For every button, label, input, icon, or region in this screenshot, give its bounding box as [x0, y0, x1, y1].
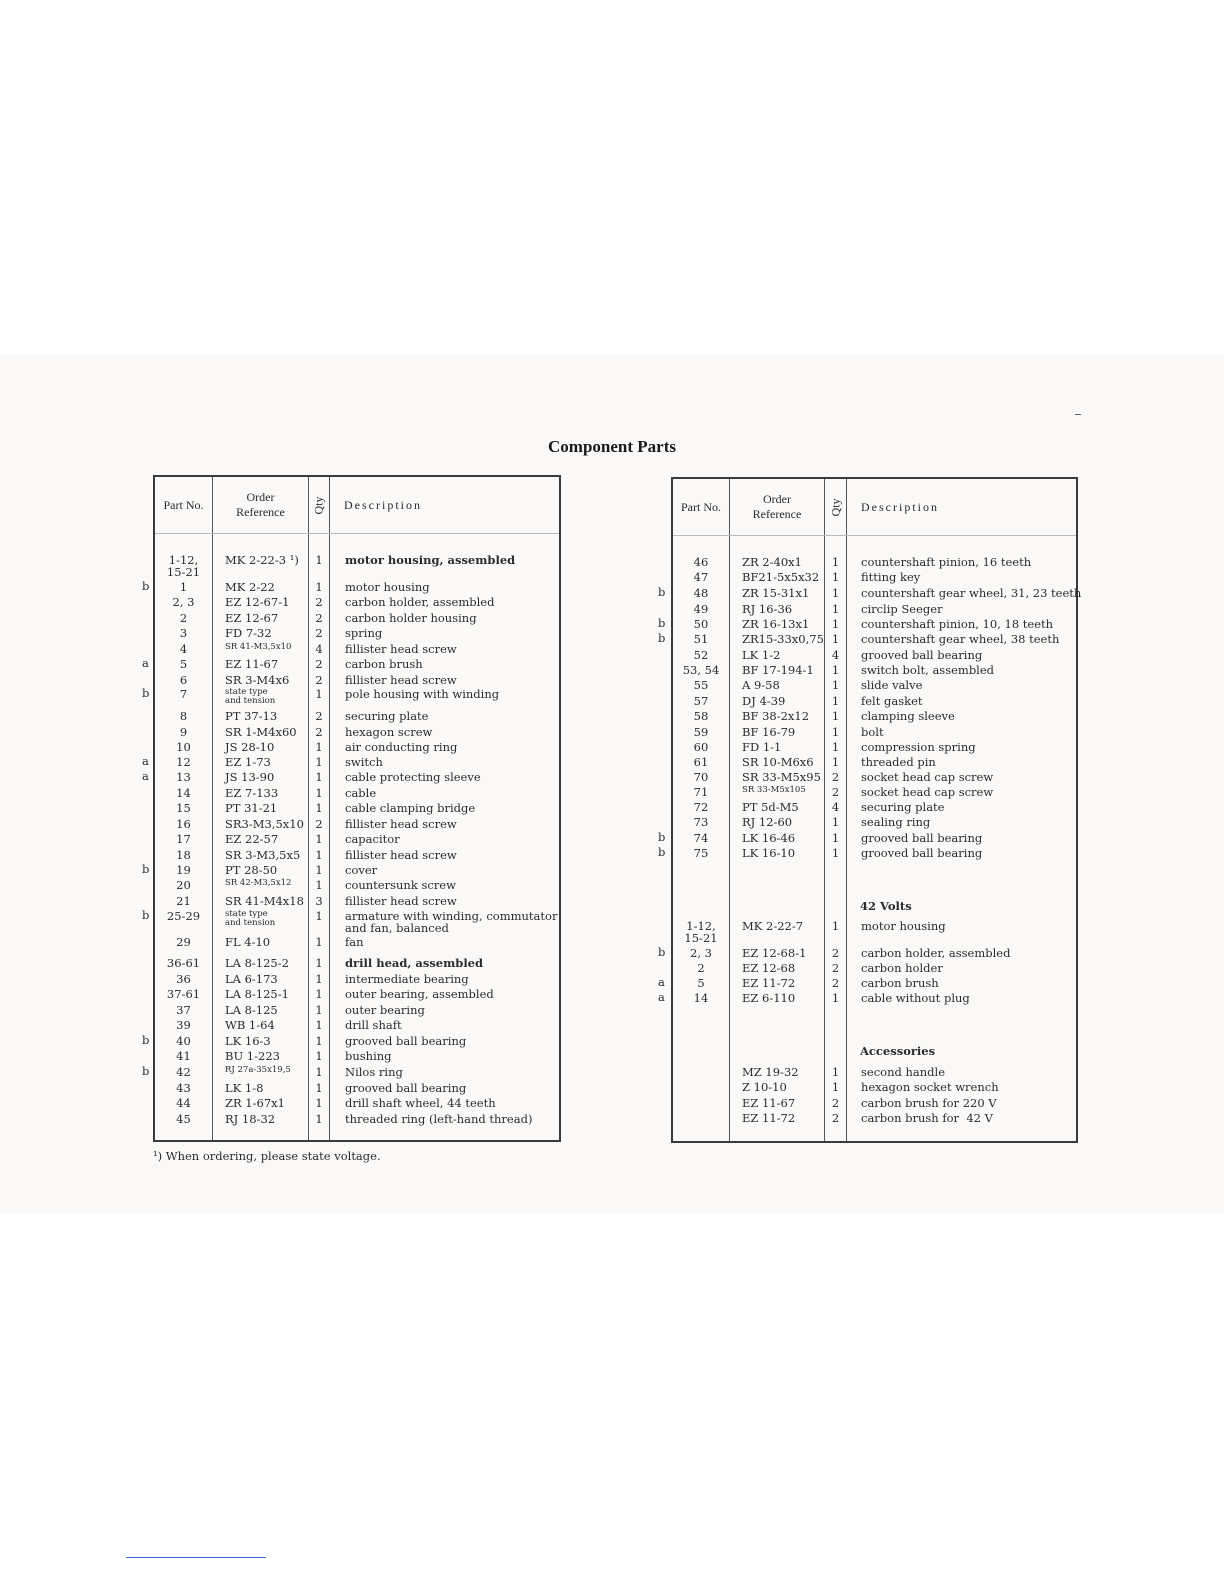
- part-number-cell: 58: [693, 709, 709, 723]
- qty-cell: 1: [315, 1096, 323, 1110]
- qty-cell: 1: [831, 815, 840, 829]
- order-reference-cell: MZ 19-32: [742, 1065, 799, 1079]
- order-reference-cell: PT 31-21: [225, 801, 278, 815]
- qty-cell: 1: [315, 1049, 323, 1063]
- order-reference-cell: RJ 27a-35x19,5: [225, 1065, 291, 1075]
- description-cell: clamping sleeve: [861, 709, 955, 723]
- order-reference-cell: LA 6-173: [225, 972, 278, 986]
- description-cell: drill shaft: [345, 1018, 402, 1032]
- qty-cell: 2: [831, 785, 840, 799]
- description-cell: securing plate: [345, 709, 429, 723]
- qty-cell: 2: [831, 1111, 840, 1125]
- revision-mark: a: [658, 975, 665, 989]
- qty-cell: 1: [315, 972, 323, 986]
- qty-cell: 1: [831, 709, 840, 723]
- qty-cell: 1: [831, 755, 840, 769]
- revision-mark: a: [658, 990, 665, 1004]
- description-cell: fillister head screw: [345, 673, 457, 687]
- description-cell: second handle: [861, 1065, 946, 1079]
- description-cell: threaded pin: [861, 755, 936, 769]
- qty-cell: 2: [315, 709, 323, 723]
- margin-mark: [1075, 414, 1081, 415]
- qty-cell: 2: [831, 976, 840, 990]
- part-number-cell: 49: [693, 602, 709, 616]
- qty-cell: 2: [315, 673, 323, 687]
- order-reference-cell: SR 1-M4x60: [225, 725, 297, 739]
- qty-cell: 1: [831, 1065, 840, 1079]
- description-cell: outer bearing: [345, 1003, 425, 1017]
- description-cell: spring: [345, 626, 383, 640]
- part-number-cell: 72: [693, 800, 709, 814]
- description-cell: fillister head screw: [345, 817, 457, 831]
- description-cell: drill shaft wheel, 44 teeth: [345, 1096, 496, 1110]
- description-cell: countershaft pinion, 16 teeth: [861, 555, 1032, 569]
- description-cell: countershaft pinion, 10, 18 teeth: [861, 617, 1054, 631]
- qty-cell: 2: [831, 946, 840, 960]
- order-reference-cell: BF 17-194-1: [742, 663, 814, 677]
- qty-cell: 1: [831, 602, 840, 616]
- part-number-cell: 61: [693, 755, 709, 769]
- footnote: ¹) When ordering, please state voltage.: [153, 1149, 381, 1163]
- part-number-cell: 50: [693, 617, 709, 631]
- part-number-cell: 41: [176, 1049, 191, 1063]
- description-cell: countersunk screw: [345, 878, 456, 892]
- revision-mark: b: [658, 945, 666, 959]
- order-reference-cell: PT 5d-M5: [742, 800, 799, 814]
- revision-mark: a: [142, 754, 149, 768]
- description-cell: compression spring: [861, 740, 976, 754]
- qty-cell: 1: [831, 846, 840, 860]
- qty-cell: 1: [315, 755, 323, 769]
- part-number-cell: 8: [179, 709, 188, 723]
- qty-cell: 1: [315, 1112, 323, 1126]
- order-reference-cell: FD 7-32: [225, 626, 272, 640]
- order-reference-cell: PT 28-50: [225, 863, 278, 877]
- header-qty: Qty: [311, 496, 326, 514]
- part-number-cell: 36: [176, 972, 191, 986]
- order-reference-cell: SR 41-M3,5x10: [225, 642, 292, 652]
- qty-cell: 2: [831, 770, 840, 784]
- order-reference-cell: state type and tension: [225, 909, 276, 928]
- description-cell: threaded ring (left-hand thread): [345, 1112, 533, 1126]
- description-cell: carbon holder, assembled: [861, 946, 1011, 960]
- order-reference-cell: LK 1-2: [742, 648, 781, 662]
- qty-cell: 1: [315, 740, 323, 754]
- part-number-cell: 2: [697, 961, 705, 975]
- header-part-no: Part No.: [681, 499, 721, 514]
- part-number-cell: 42: [176, 1065, 191, 1079]
- header-description: Description: [861, 499, 939, 514]
- order-reference-cell: WB 1-64: [225, 1018, 275, 1032]
- qty-cell: 2: [315, 725, 323, 739]
- qty-cell: 2: [315, 626, 323, 640]
- table-header: [673, 479, 1076, 536]
- description-cell: countershaft gear wheel, 31, 23 teeth: [861, 586, 1082, 600]
- part-number-cell: 5: [179, 657, 188, 671]
- order-reference-cell: DJ 4-39: [742, 694, 786, 708]
- qty-cell: 1: [831, 1080, 840, 1094]
- description-cell: intermediate bearing: [345, 972, 469, 986]
- description-cell: fillister head screw: [345, 642, 457, 656]
- blue-rule: [126, 1557, 266, 1558]
- order-reference-cell: LK 16-3: [225, 1034, 271, 1048]
- part-number-cell: 52: [693, 648, 709, 662]
- part-number-cell: 1: [179, 580, 188, 594]
- description-cell: drill head, assembled: [345, 956, 484, 970]
- part-number-cell: 12: [176, 755, 191, 769]
- qty-cell: 4: [831, 800, 840, 814]
- part-number-cell: 44: [176, 1096, 191, 1110]
- qty-cell: 1: [831, 991, 840, 1005]
- order-reference-cell: SR 3-M3,5x5: [225, 848, 301, 862]
- part-number-cell: 73: [693, 815, 709, 829]
- description-cell: cable: [345, 786, 377, 800]
- qty-cell: 1: [315, 935, 323, 949]
- order-reference-cell: SR 42-M3,5x12: [225, 878, 292, 888]
- order-reference-cell: SR 33-M5x105: [742, 785, 806, 795]
- qty-cell: 1: [831, 663, 840, 677]
- order-reference-cell: RJ 16-36: [742, 602, 793, 616]
- description-cell: carbon brush for 220 V: [861, 1096, 997, 1110]
- part-number-cell: 7: [179, 687, 188, 701]
- order-reference-cell: SR 10-M6x6: [742, 755, 814, 769]
- order-reference-cell: ZR 16-13x1: [742, 617, 810, 631]
- part-number-cell: 2: [179, 611, 188, 625]
- description-cell: motor housing, assembled: [345, 553, 516, 567]
- description-cell: grooved ball bearing: [861, 831, 983, 845]
- part-number-cell: 6: [179, 673, 188, 687]
- revision-mark: b: [142, 686, 150, 700]
- part-number-cell: 55: [693, 678, 709, 692]
- description-cell: grooved ball bearing: [861, 846, 983, 860]
- qty-cell: 1: [831, 740, 840, 754]
- part-number-cell: 4: [179, 642, 188, 656]
- description-cell: capacitor: [345, 832, 400, 846]
- header-order-reference: Order Reference: [236, 490, 285, 519]
- page-title: Component Parts: [548, 437, 676, 456]
- description-cell: pole housing with winding: [345, 687, 500, 701]
- order-reference-cell: state type and tension: [225, 687, 276, 706]
- description-cell: grooved ball bearing: [345, 1034, 467, 1048]
- header-description: Description: [344, 497, 422, 512]
- part-number-cell: 47: [693, 570, 709, 584]
- description-cell: sealing ring: [861, 815, 931, 829]
- qty-cell: 1: [315, 553, 323, 567]
- revision-mark: b: [658, 631, 666, 645]
- order-reference-cell: EZ 1-73: [225, 755, 271, 769]
- part-number-cell: 48: [693, 586, 709, 600]
- part-number-cell: 14: [176, 786, 191, 800]
- description-cell: fillister head screw: [345, 894, 457, 908]
- column-divider: [729, 479, 730, 1141]
- header-qty: Qty: [828, 498, 842, 516]
- order-reference-cell: EZ 12-67: [225, 611, 279, 625]
- part-number-cell: 36-61: [166, 956, 201, 970]
- section-heading-42-volts: 42 Volts: [860, 899, 912, 913]
- description-cell: motor housing: [861, 919, 946, 933]
- description-cell: cable clamping bridge: [345, 801, 476, 815]
- revision-mark: b: [142, 908, 150, 922]
- qty-cell: 2: [315, 611, 323, 625]
- part-number-cell: 2, 3: [172, 595, 195, 609]
- part-number-cell: 1-12, 15-21: [166, 553, 201, 579]
- order-reference-cell: SR3-M3,5x10: [225, 817, 304, 831]
- qty-cell: 4: [831, 648, 840, 662]
- order-reference-cell: EZ 11-67: [225, 657, 279, 671]
- part-number-cell: 37-61: [166, 987, 201, 1001]
- description-cell: switch bolt, assembled: [861, 663, 995, 677]
- part-number-cell: 39: [176, 1018, 191, 1032]
- part-number-cell: 5: [697, 976, 705, 990]
- revision-mark: b: [658, 616, 666, 630]
- part-number-cell: 13: [176, 770, 191, 784]
- part-number-cell: 2, 3: [690, 946, 712, 960]
- header-order-reference: Order Reference: [752, 492, 802, 521]
- order-reference-cell: EZ 11-67: [742, 1096, 796, 1110]
- part-number-cell: 45: [176, 1112, 191, 1126]
- left-parts-table: [153, 475, 561, 1142]
- part-number-cell: 60: [693, 740, 709, 754]
- qty-cell: 1: [315, 832, 323, 846]
- qty-cell: 1: [831, 725, 840, 739]
- part-number-cell: 40: [176, 1034, 191, 1048]
- part-number-cell: 25-29: [166, 909, 201, 923]
- part-number-cell: 14: [693, 991, 709, 1005]
- table-header: [155, 477, 559, 534]
- part-number-cell: 21: [176, 894, 191, 908]
- qty-cell: 1: [315, 687, 323, 701]
- order-reference-cell: PT 37-13: [225, 709, 278, 723]
- description-cell: carbon holder housing: [345, 611, 477, 625]
- part-number-cell: 59: [693, 725, 709, 739]
- part-number-cell: 71: [693, 785, 709, 799]
- description-cell: fan: [345, 935, 364, 949]
- order-reference-cell: BF 38-2x12: [742, 709, 810, 723]
- description-cell: socket head cap screw: [861, 770, 994, 784]
- qty-cell: 1: [315, 786, 323, 800]
- qty-cell: 1: [315, 1081, 323, 1095]
- order-reference-cell: LA 8-125: [225, 1003, 278, 1017]
- qty-cell: 1: [831, 919, 840, 933]
- qty-cell: 1: [315, 987, 323, 1001]
- qty-cell: 1: [315, 1065, 323, 1079]
- description-cell: socket head cap screw: [861, 785, 994, 799]
- order-reference-cell: BF21-5x5x32: [742, 570, 820, 584]
- description-cell: fitting key: [861, 570, 921, 584]
- order-reference-cell: LA 8-125-2: [225, 956, 289, 970]
- qty-cell: 2: [831, 961, 840, 975]
- description-cell: slide valve: [861, 678, 923, 692]
- order-reference-cell: RJ 18-32: [225, 1112, 276, 1126]
- order-reference-cell: SR 3-M4x6: [225, 673, 290, 687]
- qty-cell: 1: [315, 801, 323, 815]
- description-cell: hexagon screw: [345, 725, 433, 739]
- part-number-cell: 10: [176, 740, 191, 754]
- description-cell: cable without plug: [861, 991, 970, 1005]
- description-cell: switch: [345, 755, 383, 769]
- order-reference-cell: JS 13-90: [225, 770, 275, 784]
- order-reference-cell: FL 4-10: [225, 935, 271, 949]
- part-number-cell: 53, 54: [682, 663, 720, 677]
- qty-cell: 1: [831, 831, 840, 845]
- description-cell: securing plate: [861, 800, 945, 814]
- order-reference-cell: RJ 12-60: [742, 815, 793, 829]
- description-cell: Nilos ring: [345, 1065, 403, 1079]
- qty-cell: 1: [315, 848, 323, 862]
- part-number-cell: 19: [176, 863, 191, 877]
- order-reference-cell: BU 1-223: [225, 1049, 280, 1063]
- part-number-cell: 43: [176, 1081, 191, 1095]
- order-reference-cell: EZ 7-133: [225, 786, 279, 800]
- order-reference-cell: A 9-58: [742, 678, 780, 692]
- qty-cell: 1: [831, 617, 840, 631]
- qty-cell: 1: [831, 694, 840, 708]
- order-reference-cell: EZ 12-67-1: [225, 595, 290, 609]
- order-reference-cell: ZR15-33x0,75: [742, 632, 824, 646]
- qty-cell: 1: [315, 878, 323, 892]
- section-heading-accessories: Accessories: [860, 1044, 936, 1058]
- revision-mark: b: [658, 845, 666, 859]
- description-cell: countershaft gear wheel, 38 teeth: [861, 632, 1060, 646]
- order-reference-cell: FD 1-1: [742, 740, 782, 754]
- revision-mark: b: [142, 1033, 150, 1047]
- description-cell: grooved ball bearing: [345, 1081, 467, 1095]
- description-cell: fillister head screw: [345, 848, 457, 862]
- qty-cell: 1: [831, 555, 840, 569]
- qty-cell: 1: [315, 770, 323, 784]
- order-reference-cell: JS 28-10: [225, 740, 275, 754]
- order-reference-cell: SR 41-M4x18: [225, 894, 304, 908]
- qty-cell: 1: [831, 570, 840, 584]
- qty-cell: 2: [315, 817, 323, 831]
- order-reference-cell: SR 33-M5x95: [742, 770, 821, 784]
- qty-cell: 2: [315, 657, 323, 671]
- description-cell: armature with winding, commutator and fan, balanced: [345, 909, 558, 935]
- order-reference-cell: EZ 12-68: [742, 961, 796, 975]
- revision-mark: b: [658, 585, 666, 599]
- qty-cell: 1: [831, 586, 840, 600]
- qty-cell: 2: [831, 1096, 840, 1110]
- part-number-cell: 3: [179, 626, 188, 640]
- part-number-cell: 37: [176, 1003, 191, 1017]
- description-cell: grooved ball bearing: [861, 648, 983, 662]
- order-reference-cell: MK 2-22-3 ¹): [225, 553, 299, 567]
- part-number-cell: 46: [693, 555, 709, 569]
- part-number-cell: 15: [176, 801, 191, 815]
- description-cell: hexagon socket wrench: [861, 1080, 999, 1094]
- part-number-cell: 20: [176, 878, 191, 892]
- order-reference-cell: EZ 12-68-1: [742, 946, 807, 960]
- qty-cell: 1: [315, 909, 323, 923]
- part-number-cell: 29: [176, 935, 191, 949]
- qty-cell: 4: [315, 642, 323, 656]
- description-cell: carbon brush for 42 V: [861, 1111, 993, 1125]
- order-reference-cell: MK 2-22: [225, 580, 275, 594]
- part-number-cell: 1-12, 15-21: [684, 919, 718, 945]
- qty-cell: 1: [315, 1003, 323, 1017]
- description-cell: carbon holder: [861, 961, 943, 975]
- revision-mark: a: [142, 656, 149, 670]
- qty-cell: 1: [315, 1034, 323, 1048]
- qty-cell: 1: [315, 1018, 323, 1032]
- column-divider: [846, 479, 847, 1141]
- description-cell: cable protecting sleeve: [345, 770, 481, 784]
- order-reference-cell: MK 2-22-7: [742, 919, 804, 933]
- order-reference-cell: BF 16-79: [742, 725, 796, 739]
- description-cell: felt gasket: [861, 694, 923, 708]
- description-cell: bolt: [861, 725, 884, 739]
- description-cell: outer bearing, assembled: [345, 987, 494, 1001]
- qty-cell: 1: [831, 678, 840, 692]
- column-divider: [329, 477, 330, 1140]
- part-number-cell: 16: [176, 817, 191, 831]
- order-reference-cell: LK 1-8: [225, 1081, 264, 1095]
- header-part-no: Part No.: [163, 497, 204, 512]
- description-cell: carbon brush: [861, 976, 939, 990]
- order-reference-cell: ZR 2-40x1: [742, 555, 802, 569]
- order-reference-cell: LK 16-46: [742, 831, 796, 845]
- qty-cell: 3: [315, 894, 323, 908]
- order-reference-cell: EZ 11-72: [742, 1111, 796, 1125]
- part-number-cell: 70: [693, 770, 709, 784]
- part-number-cell: 75: [693, 846, 709, 860]
- description-cell: carbon brush: [345, 657, 423, 671]
- qty-cell: 2: [315, 595, 323, 609]
- qty-cell: 1: [315, 863, 323, 877]
- part-number-cell: 74: [693, 831, 709, 845]
- description-cell: circlip Seeger: [861, 602, 943, 616]
- revision-mark: b: [142, 1064, 150, 1078]
- part-number-cell: 51: [693, 632, 709, 646]
- description-cell: bushing: [345, 1049, 392, 1063]
- revision-mark: b: [142, 579, 150, 593]
- revision-mark: a: [142, 769, 149, 783]
- description-cell: motor housing: [345, 580, 430, 594]
- order-reference-cell: EZ 11-72: [742, 976, 796, 990]
- order-reference-cell: LA 8-125-1: [225, 987, 289, 1001]
- order-reference-cell: ZR 1-67x1: [225, 1096, 285, 1110]
- order-reference-cell: EZ 6-110: [742, 991, 796, 1005]
- part-number-cell: 9: [179, 725, 188, 739]
- description-cell: carbon holder, assembled: [345, 595, 495, 609]
- description-cell: cover: [345, 863, 378, 877]
- order-reference-cell: Z 10-10: [742, 1080, 787, 1094]
- column-divider: [212, 477, 213, 1140]
- qty-cell: 1: [315, 580, 323, 594]
- part-number-cell: 18: [176, 848, 191, 862]
- qty-cell: 1: [315, 956, 323, 970]
- part-number-cell: 17: [176, 832, 191, 846]
- order-reference-cell: ZR 15-31x1: [742, 586, 810, 600]
- revision-mark: b: [142, 862, 150, 876]
- order-reference-cell: LK 16-10: [742, 846, 796, 860]
- revision-mark: b: [658, 830, 666, 844]
- right-parts-table: [671, 477, 1082, 1143]
- part-number-cell: 57: [693, 694, 709, 708]
- qty-cell: 1: [831, 632, 840, 646]
- order-reference-cell: EZ 22-57: [225, 832, 279, 846]
- description-cell: air conducting ring: [345, 740, 458, 754]
